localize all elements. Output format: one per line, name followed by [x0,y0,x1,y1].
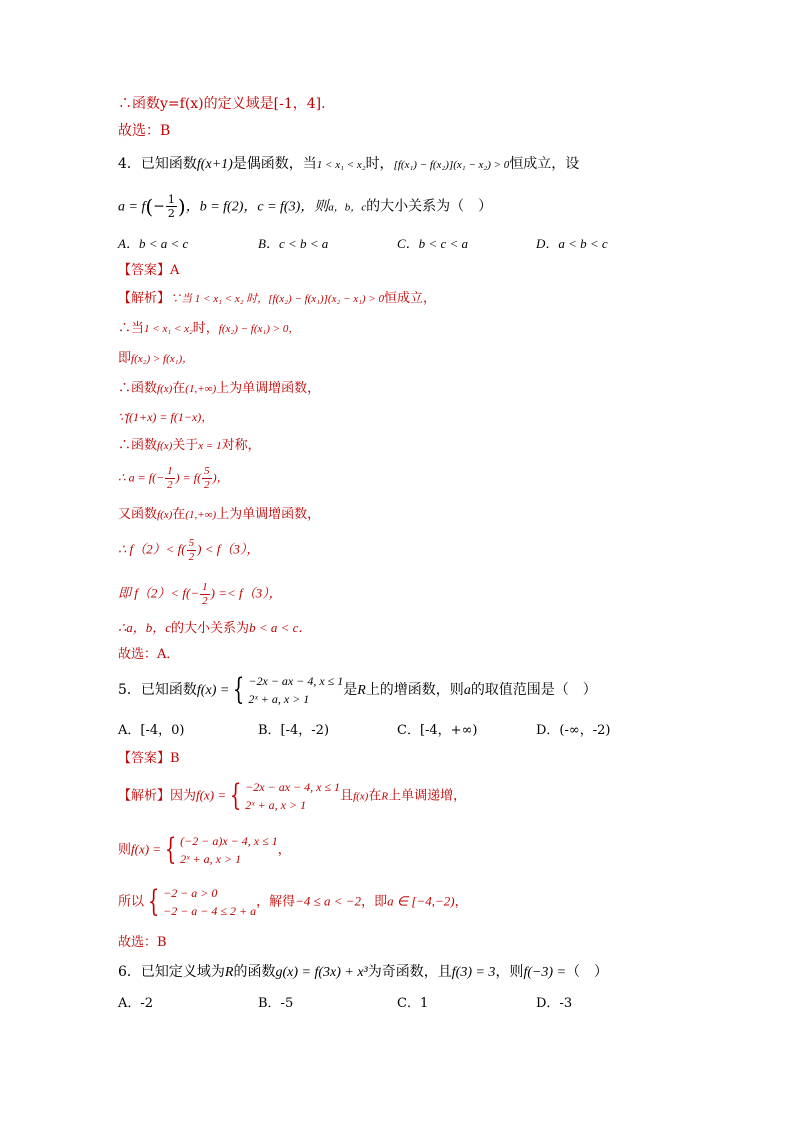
q5-s2-a: 则 [118,842,132,858]
q4-s8-c: 在 [172,507,186,522]
q4-solution-3 [118,352,193,365]
q4-solution-1-math: ∵当 1 < x₁ < x₂ 时，[f(x₂) − f(x₁)](x₂ − x₁) > 0 [170,293,385,305]
q5-s3-case-2: −2 − a − 4 ≤ 2 + a [163,904,257,918]
q4-s8-a: 又函数 [118,507,158,522]
q4-s11-a: ∴a，b，c [118,620,172,635]
q5-s1-c: 且 [340,788,354,804]
q4-solution-2 [118,322,299,335]
q4-s2-d: f(x₂) − f(x₁) > 0， [218,323,300,335]
q4-text-b: 是偶函数，当 [232,156,317,172]
q4-s2-c: 时， [192,321,219,336]
q4-s6-c: 关于 [172,438,199,453]
q5-text-a: 5．已知函数 [118,682,197,698]
q5-s3-e: a ∈ [−4,−2) [387,893,455,909]
q4-s7-a: ∴ a = f(− [118,470,165,485]
q5-s2-case-1: (−2 − a)x − 4, x ≤ 1 [180,834,278,848]
q4-s6-b: f(x) [157,440,173,452]
q4-s2-b: 1 < x₁ < x₂ [144,323,193,335]
q4-s4-e: 上为单调增函数， [216,381,321,396]
q5-s1-e: 在 [368,788,382,804]
q4-answer: 【答案】A [118,263,180,278]
q4-solution-10 [118,582,282,607]
q4-function: f(x+1) [196,157,233,172]
q4-solution-6 [118,439,261,452]
q5-case-1: −2x − ax − 4, x ≤ 1 [248,674,344,688]
q5-s2-brace: { [164,832,177,867]
q4-s4-d: (1,+∞) [185,383,217,395]
q4-solution-1 [118,292,436,305]
q5-s3-c: −4 ≤ a < −2 [295,893,362,909]
q6-text-a: 6．已知定义域为 [118,964,225,980]
q4-solution-1-end: 恒成立， [384,291,437,306]
q4-option-a: A．b < a < c [118,236,189,251]
q5-s1-f: R [381,790,389,803]
q4-s11-c: b < a < c． [249,620,312,635]
q4-def-question: 的大小关系为（ ） [366,198,493,215]
q4-s11-b: 的大小关系为 [171,621,250,636]
q5-solution-4: 故选：B [118,935,167,950]
q6-fm3: f(−3) = [523,965,567,980]
q4-s8-e: 上为单调增函数， [216,507,321,522]
q5-brace: { [233,672,245,707]
q4-paren-open: ( [145,194,154,219]
q4-text-d: 恒成立，设 [509,156,580,172]
q5-option-c: C．[-4，+∞) [397,723,478,738]
q6-option-c: C．1 [397,996,429,1011]
q4-solution-label: 【解析】 [118,291,171,306]
q5-text-c: 上的增函数，则 [365,682,464,698]
q5-s1-g: 上单调递增， [388,788,467,804]
q5-s1-fx: f(x) = [196,787,227,803]
q5-solution-2 [118,832,291,868]
answer-choice-text: 故选：B [118,123,171,139]
q5-s3-a: 所以 [118,894,145,910]
q4-s7-c: )， [212,470,229,485]
q5-s3-case-1: −2 − a > 0 [163,886,218,900]
q5-s3-f: ， [454,894,468,910]
q5-cases [248,672,343,708]
answer-choice-line [118,124,170,138]
q5-s3-b: ，解得 [256,894,296,910]
q5-s1-case-2: 2ˣ + a, x > 1 [245,798,307,812]
q4-def-b: ，b = f(2)，c = f(3)，则 [185,199,329,215]
q4-text-a: 4．已知函数 [118,156,197,172]
q5-text-d: 的取值范围是（ ） [470,682,597,698]
q5-s2-piecewise [161,832,278,868]
q6-text-b: 的函数 [233,964,276,980]
q4-s6-d: x = 1 [198,440,222,452]
q5-s2-cases [180,832,278,868]
q4-paren-close: ) [177,194,186,219]
q4-s7-b: ) = f( [175,470,202,485]
question-4-stem [118,157,579,172]
q4-s8-b: f(x) [157,509,173,521]
q6-option-d: D．-3 [536,996,573,1011]
q6-text-e: （ ） [566,964,609,980]
question-4-definitions: a = f(− $\frac{1}{2}$ )，b = f(2)，c = f(3)，则a，b，c的大小关系为（ ） [118,193,493,220]
q5-option-b: B．[-4，-2) [258,723,330,738]
q4-solution-9 [118,538,259,563]
q5-s3-system [144,884,256,920]
question-5-stem [118,672,597,708]
domain-conclusion [118,97,326,111]
q5-s2-fx: f(x) = [131,841,162,857]
q4-option-d: D．a < b < c [536,236,608,251]
q5-s2-case-2: 2ˣ + a, x > 1 [180,852,242,866]
q5-case-2: 2ˣ + a, x > 1 [248,692,310,706]
q5-s2-b: ， [277,842,291,858]
q5-answer: 【答案】B [118,751,180,766]
q5-option-a: A．[-4，0) [118,723,185,738]
q4-s3-a: 即 [118,351,132,366]
q4-solution-11 [118,621,311,635]
q4-s2-a: ∴当 [118,321,145,336]
q5-s1-case-1: −2x − ax − 4, x ≤ 1 [245,780,341,794]
q6-f3: f(3) = 3 [451,965,496,980]
q4-s7-frac-half: $\frac{1}{2}$ [167,465,173,491]
q4-s6-e: 对称， [221,438,261,453]
q4-solution-8 [118,508,320,521]
q4-s6-a: ∴函数 [118,438,158,453]
question-6-stem [118,965,608,980]
q5-solution-3 [118,884,468,920]
q4-condition: 1 < x₁ < x₂ [316,159,366,171]
q5-s3-brace: { [147,884,160,919]
q6-option-b: B．-5 [258,996,294,1011]
q4-solution-4 [118,382,320,395]
q4-s3-b: f(x₂) > f(x₁)， [131,353,194,365]
q6-text-d: ，则 [495,964,524,980]
q5-s1-cases [245,778,340,814]
q4-s4-b: f(x) [157,383,173,395]
q4-s4-c: 在 [172,381,186,396]
q4-option-b: B．c < b < a [258,236,329,251]
q5-s3-cases [163,884,256,920]
q5-function: f(x) = [196,683,230,698]
q4-text-c: 时， [365,156,394,172]
q4-solution-7 [118,466,229,491]
q5-solution-1 [118,778,466,814]
q5-s3-d: ，即 [361,894,388,910]
q4-def-vars: a，b，c [328,201,367,214]
q4-s10-b: ) =< f（3）， [210,585,282,601]
domain-conclusion-text: ∴函数y=f(x)的定义域是[-1，4]. [118,96,326,112]
q6-R: R [224,965,234,980]
q4-s10-a: 即 f（2）< f(− [118,585,200,601]
q5-R: R [357,683,366,698]
q4-s9-a: ∴ f（2）< f( [118,541,186,557]
q4-solution-5: ∵f(1+x) = f(1−x)， [118,410,214,424]
q5-s1-b: 因为 [170,788,197,804]
q6-text-c: 为奇函数，且 [367,964,452,980]
q4-s4-a: ∴函数 [118,381,158,396]
q4-s9-b: ) < f（3）， [197,541,260,557]
q4-option-c: C．b < c < a [397,236,468,251]
q4-s10-frac: $\frac{1}{2}$ [202,581,208,607]
q5-text-b: 是 [343,682,358,698]
q5-piecewise [229,672,343,708]
q5-s1-brace: { [229,778,242,813]
q5-solution-label: 【解析】 [118,788,171,804]
q5-option-d: D．(-∞，-2) [536,723,611,738]
q4-s7-frac-five-half: $\frac{5}{2}$ [204,465,210,491]
q5-a: a [463,683,471,698]
q6-option-a: A．-2 [118,996,154,1011]
q4-def-a: a = f [118,199,146,215]
q4-s9-frac: $\frac{5}{2}$ [188,537,195,563]
q4-fraction-half: $\frac{1}{2}$ [167,193,175,220]
q6-g: g(x) = f(3x) + x³ [275,965,368,980]
q5-s1-piecewise [226,778,340,814]
q5-s1-d: f(x) [353,790,369,803]
q4-solution-12: 故选：A． [118,647,180,662]
q4-inequality: [f(x₁) − f(x₂)](x₁ − x₂) > 0 [393,159,510,171]
q4-s8-d: (1,+∞) [185,509,217,521]
